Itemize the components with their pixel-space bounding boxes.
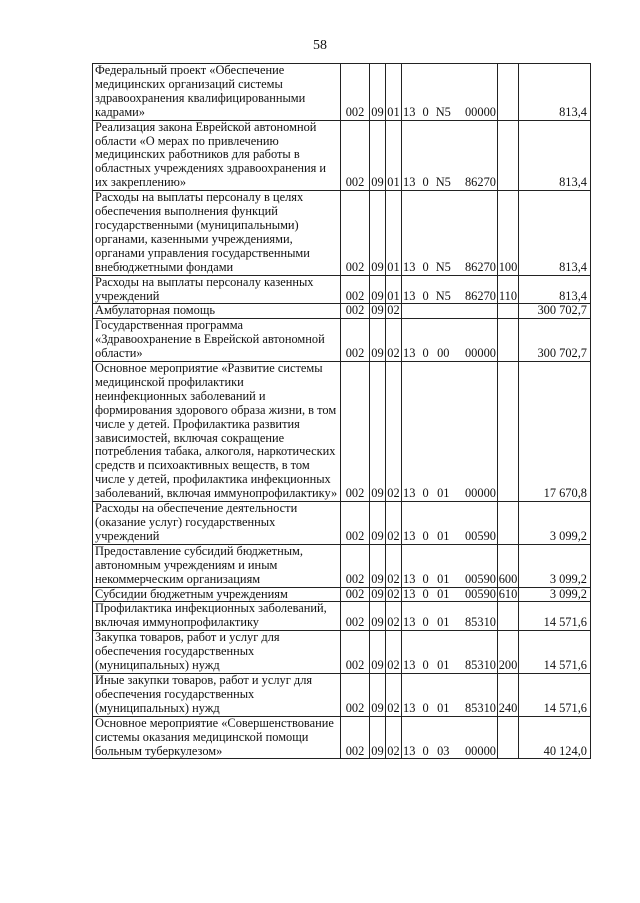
section-code: 09: [370, 502, 386, 545]
target-article-code: [402, 544, 498, 587]
target-article-code: [402, 304, 498, 319]
expense-type-code: 200: [498, 631, 519, 674]
section-code: 09: [371, 587, 384, 601]
ministry-code: 002: [341, 631, 370, 674]
target-article-code: [402, 602, 498, 631]
section-code: 09: [370, 544, 386, 587]
section-code: 09: [370, 275, 386, 304]
row-description: Амбулаторная помощь: [93, 304, 341, 319]
expense-type-code: [498, 64, 519, 121]
target-article-part: 01: [437, 587, 450, 601]
target-article-part: 0: [422, 700, 429, 715]
ministry-code: 002: [341, 362, 370, 502]
ministry-code: 002: [341, 319, 370, 362]
expense-type-code: [498, 120, 519, 191]
target-article-part: 01: [437, 700, 450, 715]
target-article-part: 0: [422, 528, 429, 543]
table-row: [93, 602, 591, 631]
row-description: Закупка товаров, работ и услуг для обеспечения государственных (муниципальных) нужд: [93, 631, 341, 674]
expense-type-code: [498, 304, 519, 319]
ministry-code: 002: [341, 673, 370, 716]
expense-type-code: 240: [498, 673, 519, 716]
expense-type-code: 610: [498, 587, 518, 601]
table-row: [93, 319, 591, 362]
section-code: 09: [371, 303, 384, 318]
target-article-part: 03: [437, 743, 450, 758]
target-article-code: [402, 716, 498, 759]
target-article-part: 13: [403, 346, 416, 361]
target-article-part: 01: [437, 615, 450, 630]
target-article-part: 13: [403, 486, 416, 501]
subsection-code: 01: [386, 64, 402, 121]
table-row: [93, 64, 591, 121]
target-article-part: 00590: [464, 587, 496, 601]
target-article-part: 00: [437, 346, 450, 361]
subsection-code: 02: [386, 716, 402, 759]
ministry-code: 002: [341, 502, 370, 545]
target-article-part: 13: [403, 743, 416, 758]
amount: 17 670,8: [519, 362, 591, 502]
ministry-code: 002: [341, 587, 370, 602]
row-description: Расходы на выплаты персоналу казенных учреждений: [93, 275, 341, 304]
subsection-code: 01: [386, 120, 402, 191]
amount: 3 099,2: [519, 544, 591, 587]
row-description: Основное мероприятие «Совершенствование системы оказания медицинской помощи больным туберкулезом»: [93, 716, 341, 759]
row-description: Основное мероприятие «Развитие системы медицинской профилактики неинфекционных заболеваний и формирования здорового образа жизни, в том числе у детей. Профилактика развития зависимостей, включая сокращение потребления табака, алкоголя, наркотических средств и психоактивных веществ, в том числе у детей, профилактика инфекционных заболеваний, включая иммунопрофилактику»: [93, 362, 341, 502]
target-article-part: 01: [437, 658, 450, 673]
target-article-part: N5: [435, 175, 451, 190]
subsection-code: 02: [386, 673, 402, 716]
section-code: 09: [370, 716, 386, 759]
ministry-code: 002: [341, 602, 370, 631]
target-article-part: 13: [403, 571, 416, 586]
target-article-part: 0: [422, 486, 429, 501]
ministry-code: 002: [341, 191, 370, 275]
budget-table: [92, 63, 591, 759]
table-row: [93, 673, 591, 716]
ministry-code: 002: [341, 275, 370, 304]
amount: 3 099,2: [519, 587, 591, 602]
target-article-part: 13: [403, 104, 416, 119]
target-article-part: 0: [422, 743, 429, 758]
target-article-part: 00000: [464, 346, 496, 361]
table-row: [93, 587, 591, 602]
amount: 300 702,7: [519, 304, 591, 319]
amount: 813,4: [519, 120, 591, 191]
table-row: [93, 502, 591, 545]
target-article-part: 86270: [464, 288, 496, 303]
target-article-part: 00590: [464, 571, 496, 586]
target-article-part: 01: [437, 528, 450, 543]
target-article-part: 13: [403, 587, 416, 601]
expense-type-code: [498, 502, 519, 545]
target-article-part: 00590: [464, 528, 496, 543]
target-article-part: 13: [403, 259, 416, 274]
section-code: 09: [370, 64, 386, 121]
target-article-code: [402, 587, 498, 602]
row-description: Предоставление субсидий бюджетным, автономным учреждениям и иным некоммерческим организациям: [93, 544, 341, 587]
target-article-part: N5: [435, 259, 451, 274]
subsection-code: 02: [386, 319, 402, 362]
target-article-part: 01: [437, 486, 450, 501]
expense-type-code: 600: [498, 544, 519, 587]
target-article-code: [402, 275, 498, 304]
target-article-part: 00000: [464, 743, 496, 758]
row-description: Федеральный проект «Обеспечение медицинских организаций системы здравоохранения квалифицированными кадрами»: [93, 64, 341, 121]
subsection-code: 01: [386, 191, 402, 275]
table-row: [93, 544, 591, 587]
table-row: [93, 304, 591, 319]
row-description: Государственная программа «Здравоохранение в Еврейской автономной области»: [93, 319, 341, 362]
ministry-code: 002: [341, 304, 370, 319]
subsection-code: 02: [386, 602, 402, 631]
row-description: Субсидии бюджетным учреждениям: [93, 587, 341, 602]
subsection-code: 02: [386, 502, 402, 545]
table-row: [93, 631, 591, 674]
row-description: Реализация закона Еврейской автономной области «О мерах по привлечению медицинских работников для работы в областных учреждениях здравоохранения и их закреплению»: [93, 120, 341, 191]
target-article-part: 0: [422, 658, 429, 673]
target-article-code: [402, 362, 498, 502]
section-code: 09: [370, 631, 386, 674]
subsection-code: 02: [387, 587, 400, 601]
target-article-part: 86270: [464, 259, 496, 274]
table-row: [93, 362, 591, 502]
page-number: 58: [313, 38, 327, 53]
target-article-part: N5: [435, 288, 451, 303]
section-code: 09: [370, 191, 386, 275]
section-code: 09: [370, 362, 386, 502]
subsection-code: 01: [386, 275, 402, 304]
expense-type-code: [498, 602, 519, 631]
subsection-code: 02: [386, 362, 402, 502]
target-article-code: [402, 502, 498, 545]
amount: 813,4: [519, 64, 591, 121]
target-article-part: 85310: [464, 615, 496, 630]
target-article-part: 13: [403, 288, 416, 303]
expense-type-code: 110: [498, 275, 519, 304]
row-description: Профилактика инфекционных заболеваний, включая иммунопрофилактику: [93, 602, 341, 631]
target-article-part: 85310: [464, 658, 496, 673]
target-article-part: 86270: [464, 175, 496, 190]
ministry-code: 002: [341, 716, 370, 759]
target-article-part: 01: [437, 571, 450, 586]
amount: 3 099,2: [519, 502, 591, 545]
target-article-part: 0: [422, 104, 429, 119]
amount: 300 702,7: [519, 319, 591, 362]
target-article-part: 0: [422, 571, 429, 586]
expense-type-code: [498, 319, 519, 362]
expense-type-code: [498, 716, 519, 759]
section-code: 09: [370, 602, 386, 631]
target-article-part: 00000: [464, 104, 496, 119]
row-description: Иные закупки товаров, работ и услуг для обеспечения государственных (муниципальных) нужд: [93, 673, 341, 716]
amount: 14 571,6: [519, 602, 591, 631]
amount: 40 124,0: [519, 716, 591, 759]
section-code: 09: [370, 120, 386, 191]
target-article-part: 13: [403, 700, 416, 715]
row-description: Расходы на выплаты персоналу в целях обеспечения выполнения функций государственными (муниципальными) органами, казенными учреждениями, органами управления государственными внебюджетными фондами: [93, 191, 341, 275]
target-article-code: [402, 673, 498, 716]
table-row: [93, 191, 591, 275]
amount: 14 571,6: [519, 673, 591, 716]
row-description: Расходы на обеспечение деятельности (оказание услуг) государственных учреждений: [93, 502, 341, 545]
target-article-part: 13: [403, 658, 416, 673]
table-row: [93, 120, 591, 191]
amount: 14 571,6: [519, 631, 591, 674]
target-article-code: [402, 631, 498, 674]
ministry-code: 002: [341, 544, 370, 587]
target-article-part: 00000: [464, 486, 496, 501]
target-article-code: [402, 64, 498, 121]
target-article-part: 85310: [464, 700, 496, 715]
target-article-part: 13: [403, 615, 416, 630]
subsection-code: 02: [387, 303, 400, 318]
amount: 813,4: [519, 275, 591, 304]
target-article-part: 0: [422, 175, 429, 190]
target-article-part: 0: [422, 615, 429, 630]
subsection-code: 02: [386, 544, 402, 587]
target-article-code: [402, 191, 498, 275]
target-article-part: 13: [403, 175, 416, 190]
target-article-code: [402, 120, 498, 191]
target-article-part: 13: [403, 528, 416, 543]
section-code: 09: [370, 673, 386, 716]
subsection-code: 02: [386, 631, 402, 674]
table-row: [93, 716, 591, 759]
target-article-part: 0: [422, 288, 429, 303]
amount: 813,4: [519, 191, 591, 275]
expense-type-code: [498, 362, 519, 502]
expense-type-code: 100: [498, 191, 519, 275]
table-row: [93, 275, 591, 304]
target-article-part: 0: [422, 587, 429, 601]
target-article-part: N5: [435, 104, 451, 119]
section-code: 09: [370, 319, 386, 362]
target-article-part: 0: [422, 259, 429, 274]
target-article-code: [402, 319, 498, 362]
target-article-part: 0: [422, 346, 429, 361]
ministry-code: 002: [341, 64, 370, 121]
ministry-code: 002: [341, 120, 370, 191]
